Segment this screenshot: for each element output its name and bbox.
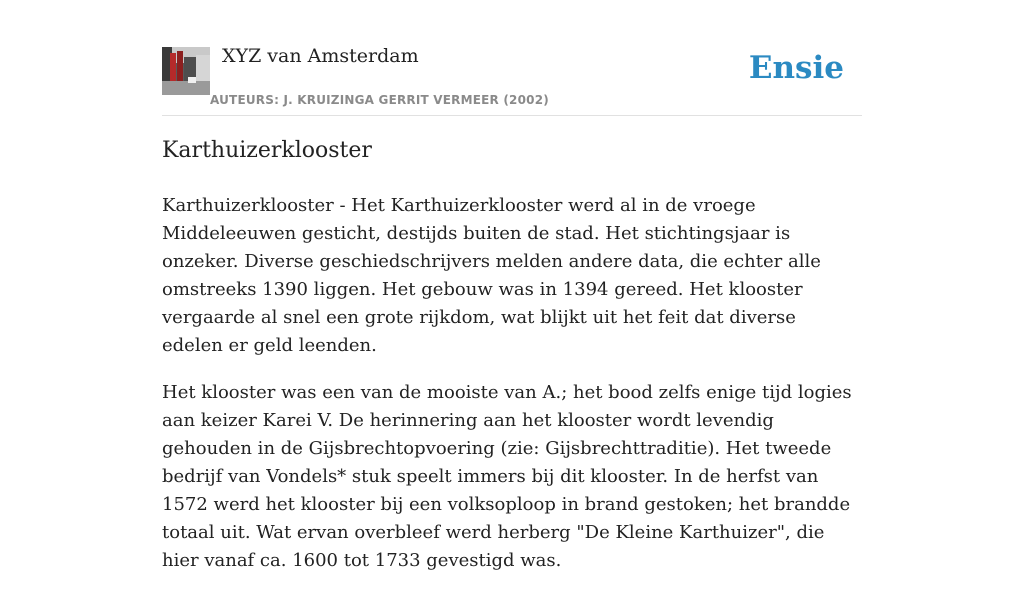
source-header (162, 0, 862, 116)
avatar-photo-image (162, 47, 210, 95)
authors-line: AUTEURS: J. KRUIZINGA GERRIT VERMEER (2002) (210, 93, 549, 107)
content-column (162, 0, 862, 571)
article-title: Karthuizerklooster (162, 138, 372, 163)
ensie-logo[interactable]: Ensie (748, 50, 844, 86)
article-body (162, 192, 862, 594)
article-paragraph: Het klooster was een van de mooiste van A.; het bood zelfs enige tijd logies aan keizer Karei V. De herinnering aan het klooster wordt levendig gehouden in de Gijsbrechtopvoering (zie: Gijsbrechttraditie). Het tweede bedrijf van Vondels* stuk speelt immers bij dit klooster. In de herfst van 1572 werd het klooster bij een volksoploop in brand gestoken; het brandde totaal uit. Wat ervan overbleef werd herberg "De Kleine Karthuizer", die hier vanaf ca. 1600 tot 1733 gevestigd was. (162, 382, 852, 571)
source-avatar[interactable] (162, 47, 210, 95)
article-paragraph: Karthuizerklooster - Het Karthuizerklooster werd al in de vroege Middeleeuwen gesticht, destijds buiten de stad. Het stichtingsjaar is onzeker. Diverse geschiedschrijvers melden andere data, die echter alle omstreeks 1390 liggen. Het gebouw was in 1394 gereed. Het klooster vergaarde al snel een grote rijkdom, wat blijkt uit het feit dat diverse edelen er geld leenden. (162, 195, 821, 356)
source-title[interactable]: XYZ van Amsterdam (222, 45, 419, 67)
